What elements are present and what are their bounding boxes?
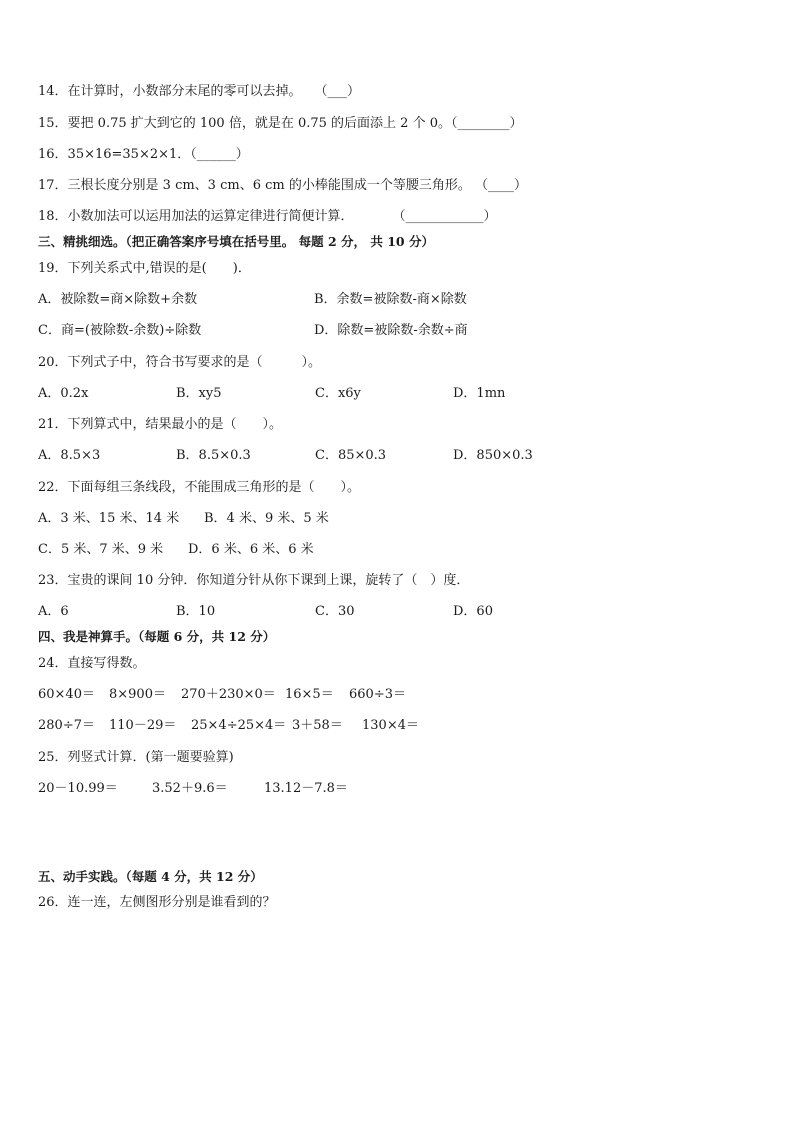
question-19-stem: 19．下列关系式中,错误的是( )． bbox=[38, 261, 251, 276]
option-c: C．85×0.3 bbox=[315, 448, 387, 463]
option-b: B．余数=被除数-商×除数 bbox=[314, 292, 467, 307]
expression: 8×900＝ bbox=[109, 687, 166, 702]
option-a: A．6 bbox=[38, 604, 69, 619]
question-22-options-row-1 bbox=[38, 511, 738, 527]
option-c: C．5 米、7 米、9 米 bbox=[38, 542, 164, 557]
option-a: A．0.2x bbox=[38, 386, 89, 401]
option-a: A．3 米、15 米、14 米 bbox=[38, 511, 180, 526]
expression: 130×4＝ bbox=[362, 718, 419, 733]
question-19-options-row-1 bbox=[38, 292, 738, 308]
question-23-options bbox=[38, 604, 738, 620]
section-3-heading: 三、精挑细选。（把正确答案序号填在括号里。 每题 2 分， 共 10 分） bbox=[38, 234, 434, 249]
question-15: 15．要把 0.75 扩大到它的 100 倍，就是在 0.75 的后面添上 2 个 0。（________） bbox=[38, 116, 523, 131]
option-a: A．被除数=商×除数+余数 bbox=[38, 292, 198, 307]
expression: 280÷7＝ bbox=[38, 718, 95, 733]
question-24-row-1 bbox=[38, 687, 738, 703]
expression: 110－29＝ bbox=[109, 718, 177, 733]
expression: 16×5＝ bbox=[285, 687, 334, 702]
question-21-options bbox=[38, 448, 738, 464]
option-b: B．xy5 bbox=[176, 386, 222, 401]
question-19-options-row-2 bbox=[38, 323, 738, 339]
section-4-heading: 四、我是神算手。（每题 6 分，共 12 分） bbox=[38, 629, 276, 644]
expression: 60×40＝ bbox=[38, 687, 95, 702]
option-d: D．1mn bbox=[453, 386, 506, 401]
question-25-stem: 25．列竖式计算．(第一题要验算) bbox=[38, 750, 234, 765]
option-d: D．除数=被除数-余数÷商 bbox=[314, 323, 468, 338]
option-a: A．8.5×3 bbox=[38, 448, 101, 463]
option-c: C．商=(被除数-余数)÷除数 bbox=[38, 323, 202, 338]
question-22-options-row-2 bbox=[38, 542, 738, 558]
question-16: 16．35×16=35×2×1．（______） bbox=[38, 147, 249, 162]
option-d: D．850×0.3 bbox=[453, 448, 533, 463]
expression: 660÷3＝ bbox=[349, 687, 406, 702]
question-24-stem: 24．直接写得数。 bbox=[38, 656, 146, 671]
option-b: B．8.5×0.3 bbox=[176, 448, 251, 463]
question-14: 14．在计算时，小数部分末尾的零可以去掉。 （___） bbox=[38, 84, 361, 99]
expression: 3.52＋9.6＝ bbox=[152, 781, 228, 796]
expression: 3＋58＝ bbox=[292, 718, 343, 733]
question-26: 26．连一连，左侧图形分别是谁看到的？ bbox=[38, 895, 276, 910]
option-b: B．10 bbox=[176, 604, 216, 619]
question-24-row-2 bbox=[38, 718, 738, 734]
section-5-heading: 五、动手实践。（每题 4 分，共 12 分） bbox=[38, 869, 263, 884]
question-23-stem: 23．宝贵的课间 10 分钟．你知道分针从你下课到上课，旋转了（ ）度． bbox=[38, 573, 470, 588]
option-b: B．4 米、9 米、5 米 bbox=[204, 511, 329, 526]
question-20-options bbox=[38, 386, 738, 402]
question-21-stem: 21．下列算式中，结果最小的是（ ）。 bbox=[38, 417, 283, 432]
question-20-stem: 20．下列式子中，符合书写要求的是（ ）。 bbox=[38, 355, 322, 370]
question-17: 17．三根长度分别是 3 cm、3 cm、6 cm 的小棒能围成一个等腰三角形。 （____） bbox=[38, 178, 527, 193]
question-18: 18．小数加法可以运用加法的运算定律进行简便计算． （____________） bbox=[38, 209, 497, 224]
expression: 270＋230×0＝ bbox=[181, 687, 276, 702]
option-c: C．x6y bbox=[315, 386, 361, 401]
expression: 25×4÷25×4＝ bbox=[191, 718, 287, 733]
option-d: D．6 米、6 米、6 米 bbox=[188, 542, 314, 557]
question-25-items bbox=[38, 781, 738, 797]
question-22-stem: 22．下面每组三条线段，不能围成三角形的是（ ）。 bbox=[38, 480, 361, 495]
option-d: D．60 bbox=[453, 604, 493, 619]
option-c: C．30 bbox=[315, 604, 355, 619]
expression: 13.12－7.8＝ bbox=[264, 781, 348, 796]
expression: 20－10.99＝ bbox=[38, 781, 118, 796]
